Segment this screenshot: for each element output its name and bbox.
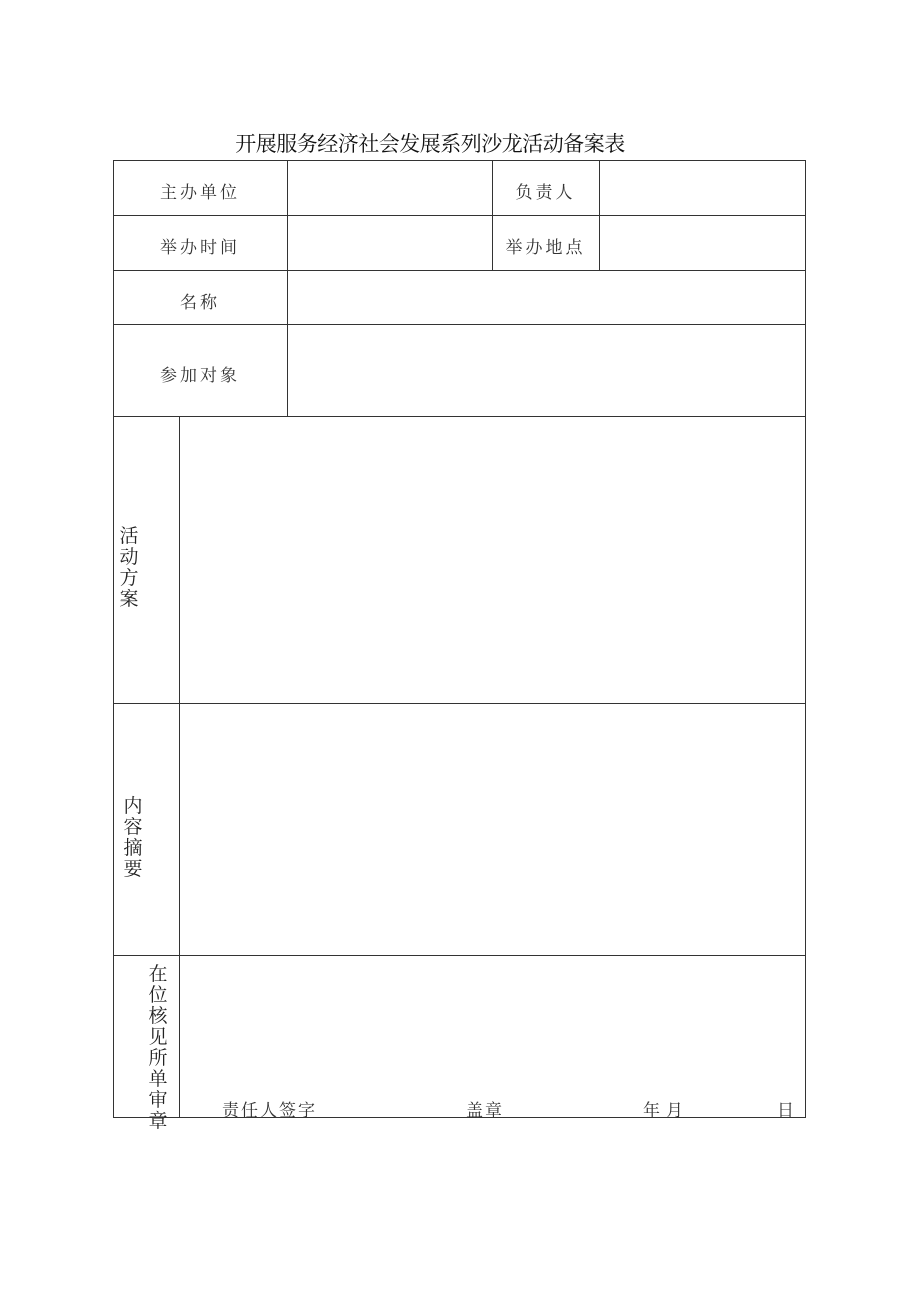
signature-label: 责任人签字 <box>222 1101 317 1121</box>
host-unit-label: 主办单位 <box>160 183 240 203</box>
place-field[interactable] <box>600 216 805 270</box>
form-title: 开展服务经济社会发展系列沙龙活动备案表 <box>235 132 625 156</box>
review-label: 在 位 核 见 所 单 审 章 <box>148 963 168 1132</box>
activity-plan-field[interactable] <box>180 417 805 703</box>
participants-label: 参加对象 <box>160 366 240 386</box>
place-label: 举办地点 <box>505 238 586 258</box>
time-field[interactable] <box>288 216 492 270</box>
day-label: 日 <box>777 1101 796 1121</box>
content-summary-field[interactable] <box>180 704 805 955</box>
host-unit-field[interactable] <box>288 161 492 215</box>
year-month-label: 年月 <box>643 1101 689 1121</box>
time-label: 举办时间 <box>160 238 240 258</box>
person-in-charge-field[interactable] <box>600 161 805 215</box>
name-field[interactable] <box>288 271 805 324</box>
activity-plan-label: 活 动 方 案 <box>119 525 139 610</box>
name-label: 名称 <box>180 293 220 313</box>
person-in-charge-label: 负责人 <box>515 183 576 203</box>
seal-label: 盖章 <box>466 1101 504 1121</box>
participants-field[interactable] <box>288 325 805 416</box>
review-field[interactable] <box>180 956 805 1091</box>
content-summary-label: 内 容 摘 要 <box>123 795 143 880</box>
